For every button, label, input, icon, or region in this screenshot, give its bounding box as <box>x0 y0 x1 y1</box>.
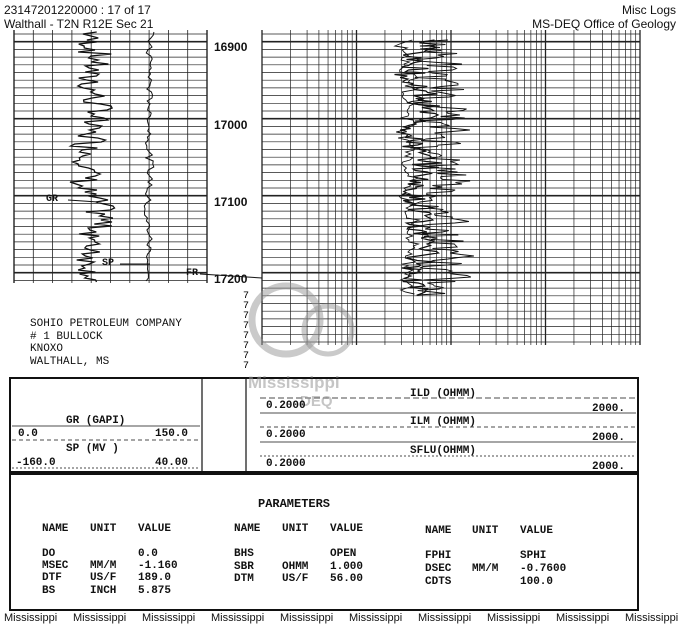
tick-mark: 7 <box>243 311 250 322</box>
sflu-scale-max: 2000. <box>592 461 626 473</box>
sflu-scale-label: SFLU(OHMM) <box>410 445 477 457</box>
ild-scale-max: 2000. <box>592 403 626 415</box>
parameters-title: PARAMETERS <box>258 497 331 511</box>
ilm-scale-max: 2000. <box>592 432 626 444</box>
param-value: OPEN <box>330 548 357 560</box>
param-name: DTF <box>42 572 62 584</box>
param-header-value: VALUE <box>138 523 172 535</box>
footer-watermark: Mississippi <box>487 612 541 624</box>
param-unit: MM/M <box>90 560 117 572</box>
footer-watermark: Mississippi <box>349 612 403 624</box>
param-name: MSEC <box>42 560 69 572</box>
ild-scale-label: ILD (OHMM) <box>410 388 477 400</box>
sp-scale-label: SP (MV ) <box>66 443 119 455</box>
param-unit: MM/M <box>472 563 499 575</box>
param-name: FPHI <box>425 550 452 562</box>
param-header-value: VALUE <box>520 525 554 537</box>
well-location: Walthall - T2N R12E Sec 21 <box>4 17 154 31</box>
gr-scale-min: 0.0 <box>18 428 38 440</box>
tick-mark: 7 <box>243 291 250 302</box>
footer-watermark: Mississippi <box>73 612 127 624</box>
tick-mark: 7 <box>243 341 250 352</box>
gr-scale-label: GR (GAPI) <box>66 415 126 427</box>
office-name: MS-DEQ Office of Geology <box>532 17 676 31</box>
param-header-unit: UNIT <box>472 525 499 537</box>
depth-label: 17200 <box>214 272 248 286</box>
param-value: 1.000 <box>330 561 364 573</box>
ilm-scale-label: ILM (OHMM) <box>410 416 477 428</box>
param-unit: OHMM <box>282 561 309 573</box>
footer-watermark: Mississippi <box>556 612 610 624</box>
company-name: SOHIO PETROLEUM COMPANY <box>30 318 182 330</box>
watermark-sub: DEQ <box>300 393 333 410</box>
tick-mark: 7 <box>243 331 250 342</box>
param-header-value: VALUE <box>330 523 364 535</box>
sp-scale-max: 40.00 <box>155 457 189 469</box>
tick-mark: 7 <box>243 321 250 332</box>
param-value: 56.00 <box>330 573 364 585</box>
tick-mark: 7 <box>243 361 250 372</box>
depth-label: 16900 <box>214 40 248 54</box>
tick-mark: 7 <box>243 301 250 312</box>
param-unit: INCH <box>90 585 117 597</box>
param-name: BHS <box>234 548 254 560</box>
param-value: SPHI <box>520 550 547 562</box>
param-value: 100.0 <box>520 576 554 588</box>
company-block <box>30 318 182 368</box>
watermark-text: Mississippi <box>248 373 340 392</box>
footer-watermark: Mississippi <box>142 612 196 624</box>
gr-curve-label: GR <box>46 194 59 205</box>
document-type: Misc Logs <box>621 3 676 17</box>
document-id: 23147201220000 : 17 of 17 <box>4 3 151 17</box>
ilm-scale-min: 0.2000 <box>266 429 306 441</box>
param-unit: US/F <box>90 572 117 584</box>
gr-scale-max: 150.0 <box>155 428 189 440</box>
left-track-grid <box>14 30 207 283</box>
footer-watermark-strip <box>0 612 680 626</box>
param-name: CDTS <box>425 576 452 588</box>
well-name: # 1 BULLOCK <box>30 330 103 343</box>
param-value: 189.0 <box>138 572 172 584</box>
param-header-name: NAME <box>234 523 261 535</box>
depth-label: 17000 <box>214 118 248 132</box>
footer-watermark: Mississippi <box>4 612 58 624</box>
county-state: WALTHALL, MS <box>30 355 110 368</box>
footer-watermark: Mississippi <box>280 612 334 624</box>
field-name: KNOXO <box>30 343 64 355</box>
param-name: BS <box>42 585 56 597</box>
ild-scale-min: 0.2000 <box>266 400 306 412</box>
param-value: 5.875 <box>138 585 172 597</box>
tick-mark: 7 <box>243 351 250 362</box>
param-value: -0.7600 <box>520 563 567 575</box>
sp-curve-label: SP <box>102 258 115 269</box>
param-unit: US/F <box>282 573 309 585</box>
sp-scale-min: -160.0 <box>16 457 56 469</box>
param-header-name: NAME <box>425 525 452 537</box>
fr-curve-label: FR <box>186 268 199 279</box>
footer-watermark: Mississippi <box>211 612 265 624</box>
param-value: -1.160 <box>138 560 178 572</box>
param-header-name: NAME <box>42 523 69 535</box>
param-value: 0.0 <box>138 548 158 560</box>
gr-pointer <box>68 200 98 202</box>
param-header-unit: UNIT <box>282 523 309 535</box>
right-track-grid <box>262 30 640 345</box>
param-name: DTM <box>234 573 254 585</box>
footer-watermark: Mississippi <box>625 612 679 624</box>
param-name: DO <box>42 548 56 560</box>
depth-label: 17100 <box>214 195 248 209</box>
param-name: DSEC <box>425 563 452 575</box>
param-header-unit: UNIT <box>90 523 117 535</box>
sflu-scale-min: 0.2000 <box>266 458 306 470</box>
param-name: SBR <box>234 561 254 573</box>
footer-watermark: Mississippi <box>418 612 472 624</box>
